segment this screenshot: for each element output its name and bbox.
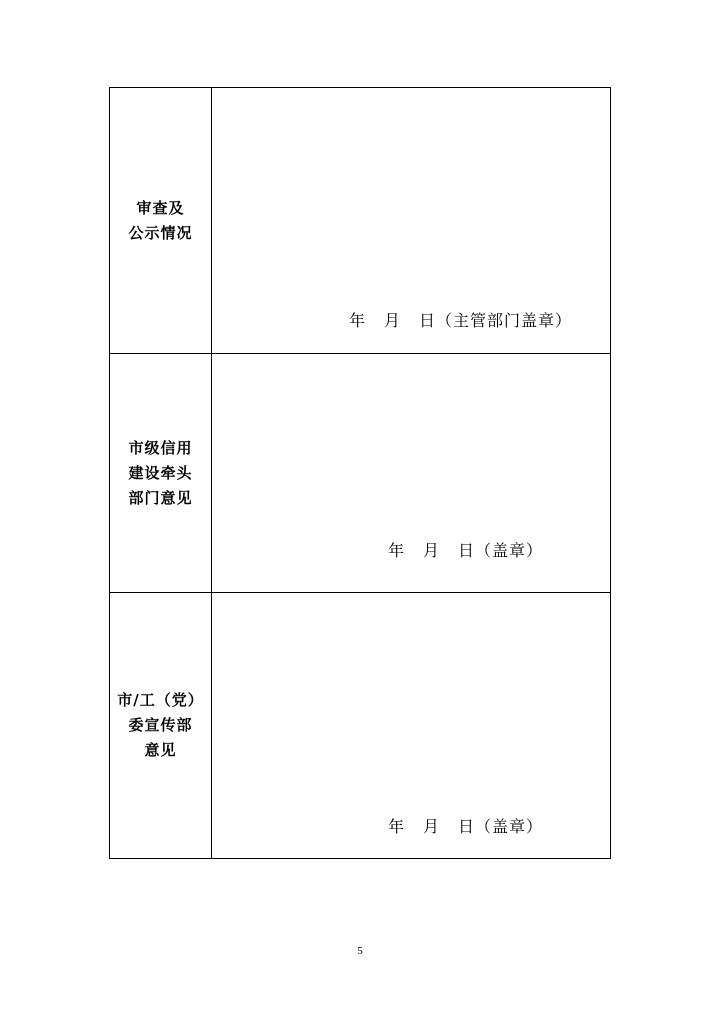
label-line: 审查及	[136, 198, 185, 217]
date-stamp-line	[388, 814, 543, 837]
approval-form-table	[109, 87, 611, 859]
month-label: 月	[423, 541, 441, 560]
date-stamp-line	[388, 538, 543, 561]
year-label: 年	[388, 541, 406, 560]
month-label: 月	[384, 311, 402, 330]
day-label: 日	[419, 311, 437, 330]
review-publicity-content[interactable]	[212, 88, 611, 354]
label-line: 市级信用	[128, 438, 193, 457]
review-publicity-label	[110, 88, 212, 354]
review-publicity-row	[110, 88, 611, 354]
seal-note: （盖章）	[475, 817, 544, 836]
label-line: 委宣传部	[128, 716, 193, 734]
label-line: 部门意见	[128, 488, 193, 507]
date-stamp-line	[349, 308, 572, 331]
propaganda-dept-content[interactable]	[212, 593, 611, 859]
seal-note: （主管部门盖章）	[436, 311, 573, 330]
propaganda-dept-row	[110, 593, 611, 859]
credit-dept-label	[110, 354, 212, 593]
label-line: 公示情况	[128, 223, 193, 242]
year-label: 年	[349, 311, 367, 330]
year-label: 年	[388, 817, 406, 836]
seal-note: （盖章）	[475, 541, 544, 560]
credit-dept-row	[110, 354, 611, 593]
credit-dept-content[interactable]	[212, 354, 611, 593]
label-line: 市/工（党）	[117, 691, 204, 709]
month-label: 月	[423, 817, 441, 836]
label-line: 建设牵头	[128, 463, 193, 482]
day-label: 日	[458, 541, 476, 560]
page-number: 5	[357, 945, 363, 957]
propaganda-dept-label	[110, 593, 212, 859]
label-line: 意见	[144, 741, 177, 759]
day-label: 日	[458, 817, 476, 836]
